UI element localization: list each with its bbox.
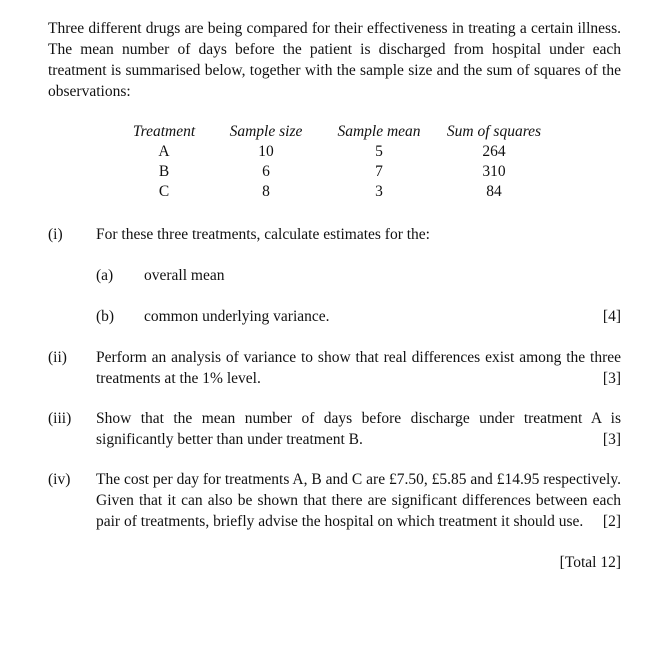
question-number: (i) bbox=[48, 226, 63, 243]
cell-sum-of-squares: 84 bbox=[486, 183, 502, 200]
question-iii bbox=[48, 408, 621, 450]
marks-label: [4] bbox=[602, 308, 621, 325]
table-row bbox=[118, 182, 552, 202]
subpart-text: common underlying variance. bbox=[144, 308, 330, 325]
cell-sum-of-squares: 264 bbox=[482, 143, 506, 160]
cell-sample-size: 10 bbox=[258, 143, 274, 160]
question-text: The cost per day for treatments A, B and C are £7.50, £5.85 and £14.95 respectively. Given that it can also be shown that there are significant differences between each pair of treatments, briefly advise the hospital on which treatment it should use. bbox=[96, 471, 621, 530]
subpart-text: overall mean bbox=[144, 267, 225, 284]
question-number: (iii) bbox=[48, 410, 72, 427]
header-sample-size: Sample size bbox=[229, 123, 303, 140]
cell-sample-mean: 3 bbox=[375, 183, 383, 200]
cell-treatment: B bbox=[158, 163, 170, 180]
cell-sample-mean: 7 bbox=[375, 163, 383, 180]
header-sample-mean: Sample mean bbox=[337, 123, 421, 140]
question-i-a bbox=[96, 265, 621, 286]
question-number: (iv) bbox=[48, 471, 71, 488]
question-ii bbox=[48, 347, 621, 389]
cell-sample-size: 8 bbox=[262, 183, 270, 200]
question-text: Show that the mean number of days before discharge under treatment A is significantly better than under treatment B. bbox=[96, 410, 621, 448]
cell-sample-size: 6 bbox=[262, 163, 270, 180]
question-iv bbox=[48, 469, 621, 532]
table-row bbox=[118, 162, 552, 182]
question-i bbox=[48, 224, 621, 245]
marks-label: [2] bbox=[602, 513, 621, 530]
table-row bbox=[118, 142, 552, 162]
marks-label: [3] bbox=[602, 370, 621, 387]
intro-paragraph: Three different drugs are being compared for their effectiveness in treating a certain illness. The mean number of days before the patient is discharged from hospital under each treatment is summarised below, together with the sample size and the sum of squares of the observations: bbox=[48, 20, 621, 100]
question-text: For these three treatments, calculate estimates for the: bbox=[96, 226, 430, 243]
treatment-summary-table bbox=[118, 122, 552, 202]
subpart-number: (b) bbox=[96, 308, 115, 325]
question-text: Perform an analysis of variance to show that real differences exist among the three treatments at the 1% level. bbox=[96, 349, 621, 387]
cell-treatment: C bbox=[158, 183, 170, 200]
cell-treatment: A bbox=[158, 143, 170, 160]
header-sum-of-squares: Sum of squares bbox=[446, 123, 542, 140]
header-treatment: Treatment bbox=[132, 123, 196, 140]
marks-label: [3] bbox=[602, 431, 621, 448]
subpart-number: (a) bbox=[96, 267, 114, 284]
question-number: (ii) bbox=[48, 349, 67, 366]
question-i-b bbox=[96, 306, 621, 327]
cell-sum-of-squares: 310 bbox=[482, 163, 506, 180]
table-header-row bbox=[118, 122, 552, 142]
total-marks: [Total 12] bbox=[559, 554, 621, 571]
cell-sample-mean: 5 bbox=[375, 143, 383, 160]
